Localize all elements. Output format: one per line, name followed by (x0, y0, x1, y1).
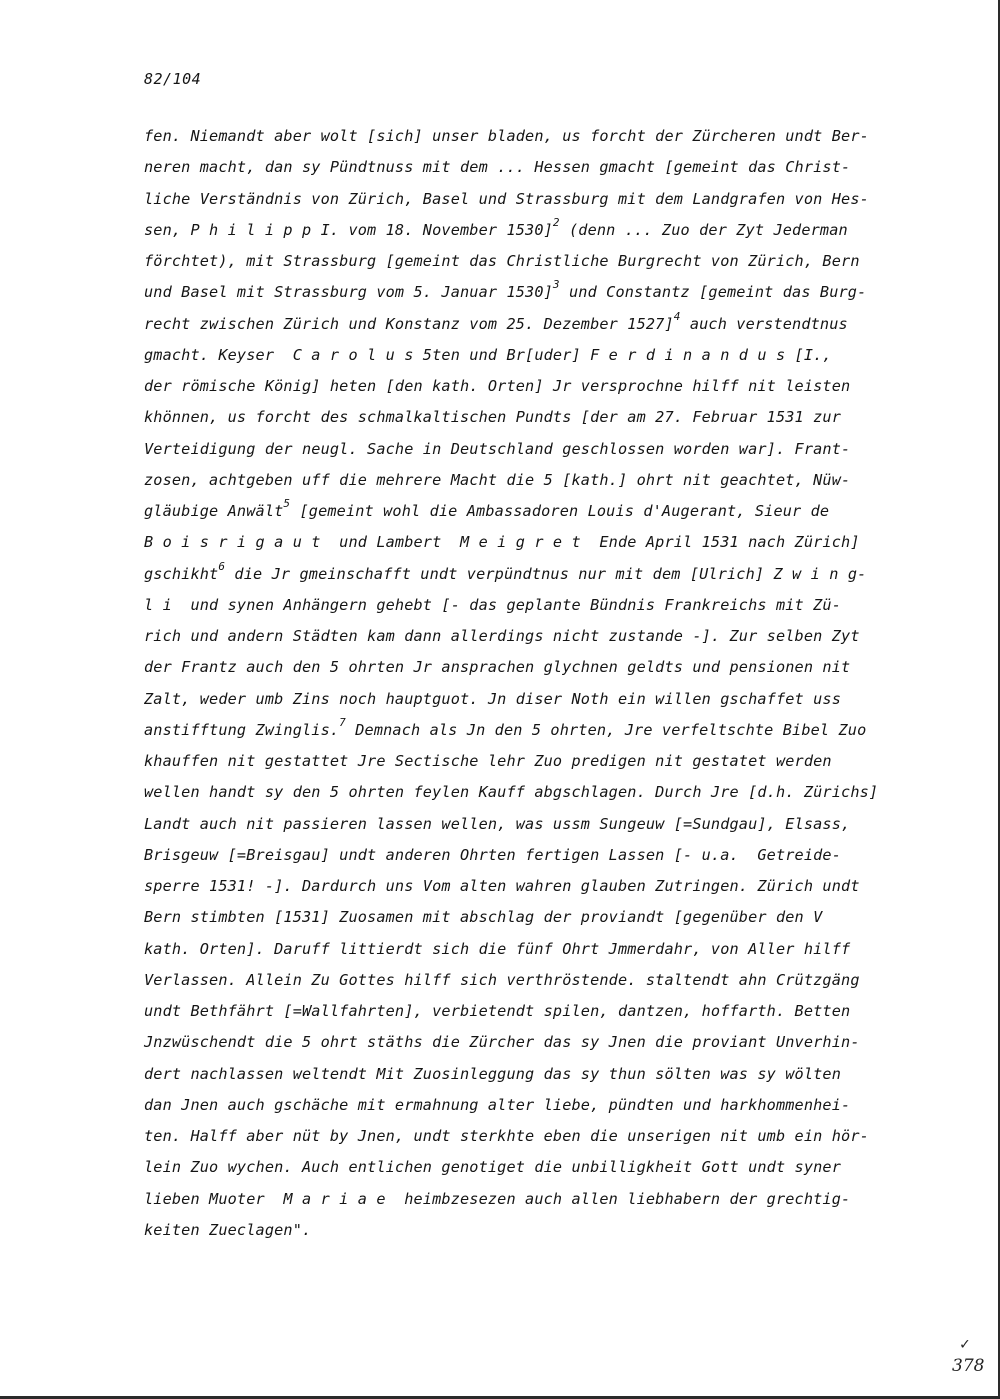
line-text: gläubige Anwält (144, 502, 284, 520)
line-text: wellen handt sy den 5 ohrten feylen Kauff abgschlagen. Durch Jre [d.h. Zürichs] (144, 783, 879, 802)
archive-handwritten-mark: 378 (952, 1356, 985, 1376)
footnote-marker: 7 (339, 715, 346, 729)
line-text-continued: und Constantz [gemeint das Burg- (559, 283, 867, 302)
line-text: Bern stimbten [1531] Zuosamen mit abschlag der proviandt [gegenüber den V (144, 908, 823, 927)
line-text: zosen, achtgeben uff die mehrere Macht die 5 [kath.] ohrt nit geachtet, Nüw- (144, 470, 851, 489)
text-line (144, 121, 944, 152)
page-number: 82/104 (144, 70, 202, 88)
text-line (144, 746, 944, 777)
line-text-continued: [gemeint wohl die Ambassadoren Louis d'Augerant, Sieur de (290, 502, 830, 520)
line-text: Verteidigung der neugl. Sache in Deutschland geschlossen worden war]. Frant- (144, 439, 851, 458)
footnote-marker: 3 (552, 278, 560, 292)
line-text: Jnzwüschendt die 5 ohrt stäths die Zürcher das sy Jnen die proviant Unverhin- (144, 1033, 860, 1052)
text-line (144, 215, 944, 246)
text-line (144, 402, 944, 433)
line-text: khönnen, us forcht des schmalkaltischen Pundts [der am 27. Februar 1531 zur (144, 408, 842, 427)
line-text: dert nachlassen weltendt Mit Zuosinleggung das sy thun sölten was sy wölten (144, 1064, 842, 1083)
text-line (144, 309, 944, 340)
line-text: der Frantz auch den 5 ohrten Jr ansprachen glychnen geldts und pensionen nit (144, 658, 851, 677)
line-text: Brisgeuw [=Breisgau] undt anderen Ohrten fertigen Lassen [- u.a. Getreide- (144, 845, 842, 864)
text-line (144, 621, 944, 652)
text-line (144, 277, 944, 308)
text-line (144, 1184, 944, 1215)
text-line (144, 246, 944, 277)
text-line (144, 371, 944, 402)
line-text: gmacht. Keyser C a r o l u s 5ten und Br[uder] F e r d i n a n d u s [I., (144, 345, 832, 364)
text-line (144, 809, 944, 840)
text-line (144, 902, 944, 933)
text-line (144, 965, 944, 996)
line-text: der römische König] heten [den kath. Orten] Jr versprochne hilff nit leisten (144, 377, 851, 395)
text-line (144, 1121, 944, 1152)
text-line (144, 871, 944, 902)
text-line (144, 1090, 944, 1121)
check-mark-icon: ✓ (960, 1334, 970, 1353)
text-line (144, 559, 944, 590)
line-text: liche Verständnis von Zürich, Basel und Strassburg mit dem Landgrafen von Hes- (144, 189, 869, 208)
line-text: und Basel mit Strassburg vom 5. Januar 1530] (144, 283, 553, 302)
text-line (144, 152, 944, 183)
text-line (144, 1215, 944, 1246)
line-text: lein Zuo wychen. Auch entlichen genotiget die unbilligkheit Gott undt syner (144, 1158, 842, 1177)
text-line (144, 496, 944, 527)
footnote-marker: 6 (218, 559, 226, 573)
line-text: ten. Halff aber nüt by Jnen, undt sterkhte eben die unserigen nit umb ein hör- (144, 1127, 869, 1145)
line-text: dan Jnen auch gschäche mit ermahnung alter liebe, pündten und harkhommenhei- (144, 1095, 851, 1114)
text-line (144, 184, 944, 215)
text-line (144, 840, 944, 871)
line-text: rich und andern Städten kam dann allerdings nicht zustande -]. Zur selben Zyt (144, 627, 860, 645)
text-line (144, 340, 944, 371)
body-text (144, 121, 944, 1246)
line-text-continued: die Jr gmeinschafft undt verpündtnus nur mit dem [Ulrich] Z w i n g- (225, 564, 867, 583)
text-line (144, 527, 944, 558)
line-text: anstifftung Zwinglis. (144, 720, 340, 739)
line-text: kath. Orten]. Daruff littierdt sich die fünf Ohrt Jmmerdahr, von Aller hilff (144, 939, 851, 958)
text-line (144, 652, 944, 683)
line-text: recht zwischen Zürich und Konstanz vom 25. Dezember 1527] (144, 314, 674, 333)
text-line (144, 996, 944, 1027)
footnote-marker: 4 (673, 309, 681, 323)
footnote-marker: 2 (552, 215, 560, 229)
text-line (144, 934, 944, 965)
line-text-continued: Demnach als Jn den 5 ohrten, Jre verfeltschte Bibel Zuo (345, 720, 867, 739)
line-text-continued: (denn ... Zuo der Zyt Jederman (559, 220, 848, 239)
text-line (144, 684, 944, 715)
line-text: Landt auch nit passieren lassen wellen, was ussm Sungeuw [=Sundgau], Elsass, (144, 814, 851, 833)
line-text: gschikht (144, 564, 219, 583)
line-text: lieben Muoter M a r i a e heimbzesezen auch allen liebhabern der grechtig- (144, 1189, 851, 1208)
line-text: neren macht, dan sy Pündtnuss mit dem ... Hessen gmacht [gemeint das Christ- (144, 158, 851, 177)
text-line (144, 434, 944, 465)
line-text: förchtet), mit Strassburg [gemeint das Christliche Burgrecht von Zürich, Bern (144, 252, 860, 270)
line-text: keiten Zueclagen". (144, 1220, 312, 1239)
line-text: fen. Niemandt aber wolt [sich] unser bladen, us forcht der Zürcheren undt Ber- (144, 127, 869, 145)
line-text: khauffen nit gestattet Jre Sectische lehr Zuo predigen nit gestatet werden (144, 752, 832, 770)
text-line (144, 1152, 944, 1183)
line-text: Verlassen. Allein Zu Gottes hilff sich verthröstende. staltendt ahn Crützgäng (144, 970, 860, 989)
line-text: sperre 1531! -]. Dardurch uns Vom alten wahren glauben Zutringen. Zürich undt (144, 877, 860, 895)
line-text: sen, P h i l i p p I. vom 18. November 1530] (144, 220, 553, 239)
text-line (144, 777, 944, 808)
line-text: Zalt, weder umb Zins noch hauptguot. Jn diser Noth ein willen gschaffet uss (144, 689, 842, 708)
line-text-continued: auch verstendtnus (680, 314, 848, 333)
text-line (144, 590, 944, 621)
footnote-marker: 5 (283, 497, 291, 510)
line-text: l i und synen Anhängern gehebt [- das geplante Bündnis Frankreichs mit Zü- (144, 595, 842, 614)
line-text: undt Bethfährt [=Wallfahrten], verbietendt spilen, dantzen, hoffarth. Betten (144, 1002, 851, 1020)
text-line (144, 1027, 944, 1058)
text-line (144, 465, 944, 496)
text-line (144, 715, 944, 746)
text-line (144, 1059, 944, 1090)
line-text: B o i s r i g a u t und Lambert M e i g r e t Ende April 1531 nach Zürich] (144, 533, 860, 552)
